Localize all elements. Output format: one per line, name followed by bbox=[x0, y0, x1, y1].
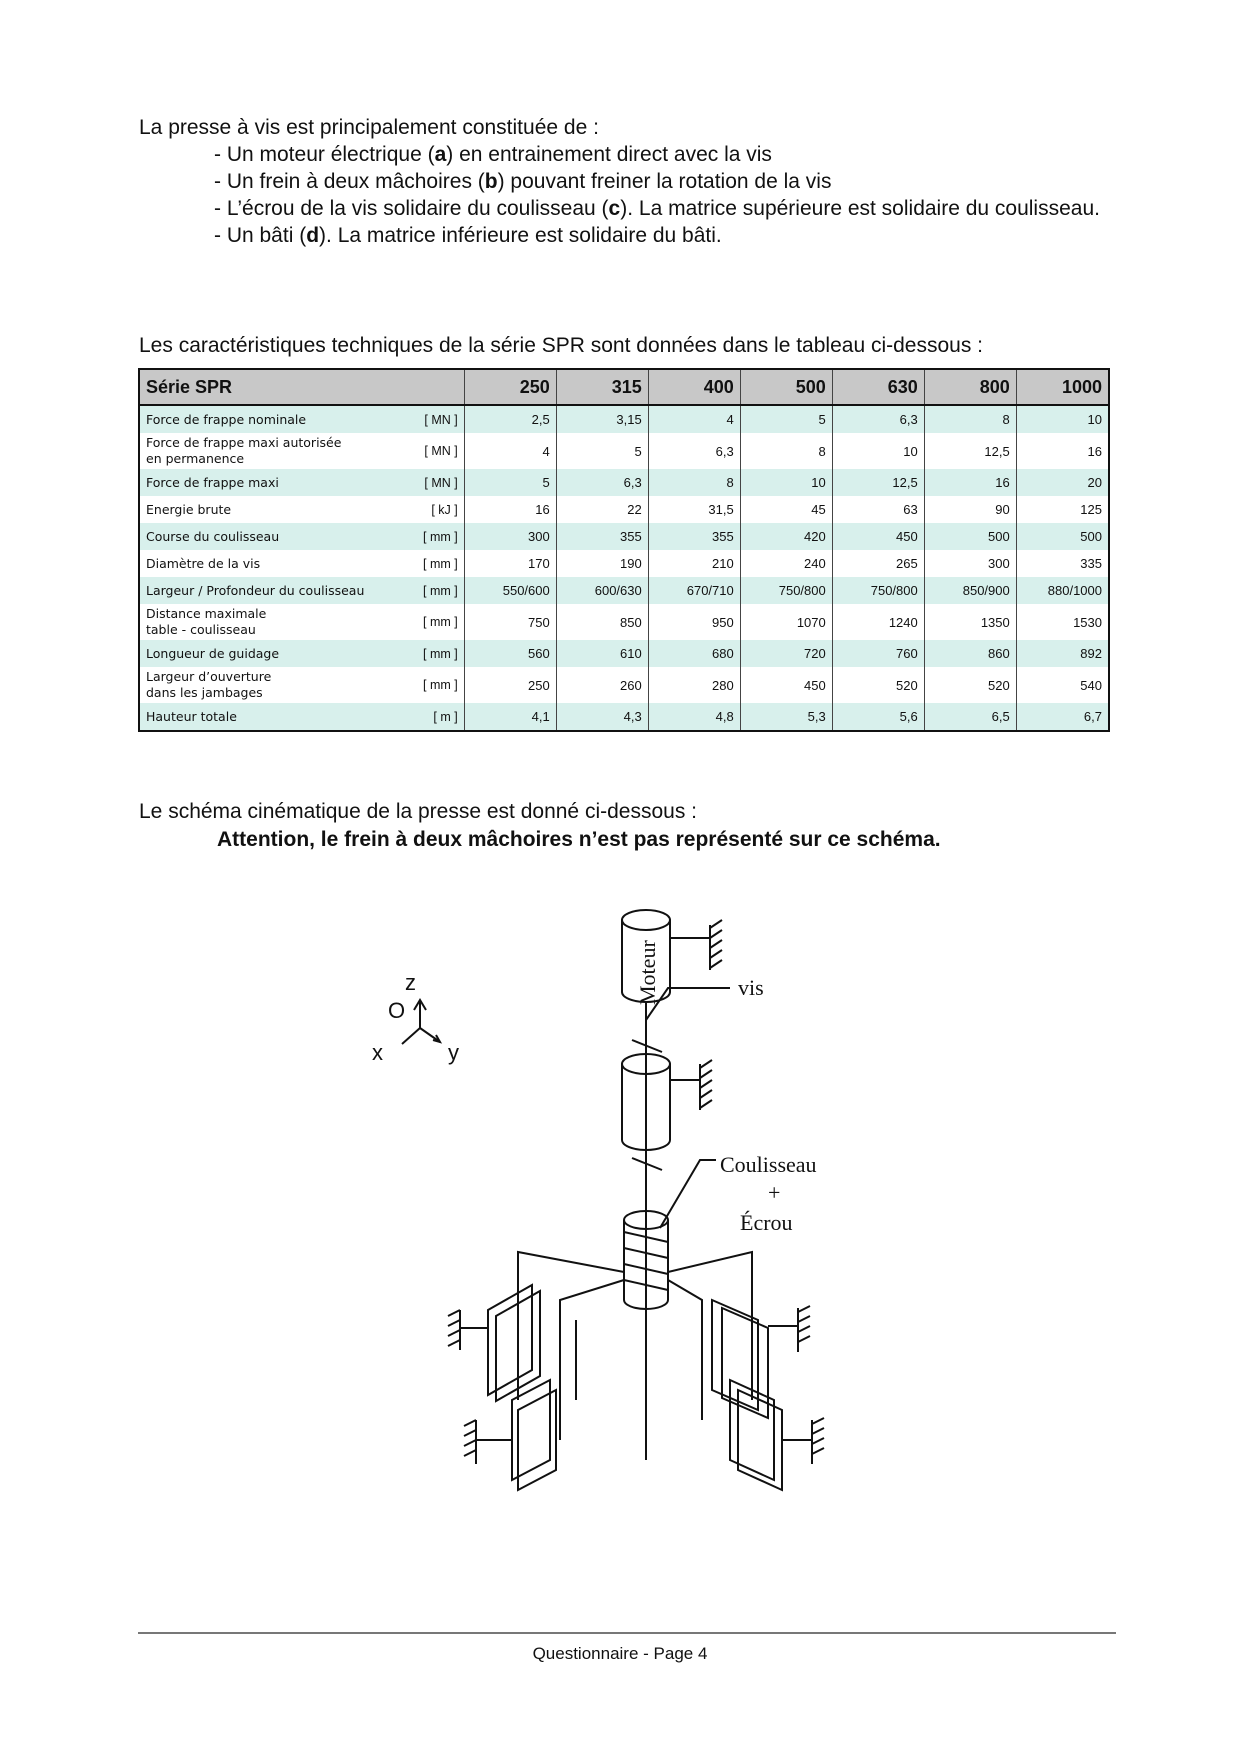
row-label-line1: Hauteur totale bbox=[146, 708, 237, 724]
footer-divider bbox=[138, 1632, 1116, 1634]
table-cell: 6,3 bbox=[648, 433, 740, 469]
axis-o-label: O bbox=[388, 998, 406, 1023]
table-cell: 1350 bbox=[924, 604, 1016, 640]
row-label bbox=[139, 433, 403, 469]
table-cell: 850 bbox=[556, 604, 648, 640]
row-unit: [ MN ] bbox=[403, 405, 465, 433]
table-header-size: 250 bbox=[464, 369, 556, 405]
table-cell: 750/800 bbox=[832, 577, 924, 604]
axis-x-label: x bbox=[372, 1040, 383, 1065]
table-cell: 4,8 bbox=[648, 703, 740, 731]
row-label bbox=[139, 703, 403, 731]
ground-symbol-right-1 bbox=[768, 1306, 810, 1352]
table-cell: 6,3 bbox=[832, 405, 924, 433]
intro-item-pre: - Un moteur électrique ( bbox=[214, 143, 435, 166]
table-row bbox=[139, 496, 1109, 523]
table-cell: 4 bbox=[648, 405, 740, 433]
table-cell: 190 bbox=[556, 550, 648, 577]
row-label bbox=[139, 604, 403, 640]
table-cell: 450 bbox=[740, 667, 832, 703]
table-cell: 892 bbox=[1016, 640, 1109, 667]
table-cell: 6,5 bbox=[924, 703, 1016, 731]
table-row bbox=[139, 640, 1109, 667]
row-label bbox=[139, 523, 403, 550]
intro-item-key: d bbox=[306, 224, 320, 247]
ground-symbol-guide bbox=[670, 1060, 712, 1110]
motor-label: Moteur bbox=[635, 940, 660, 1005]
intro-item-pre: - Un frein à deux mâchoires ( bbox=[214, 170, 485, 193]
table-row bbox=[139, 469, 1109, 496]
row-label bbox=[139, 496, 403, 523]
row-unit: [ mm ] bbox=[403, 577, 465, 604]
page-footer: Questionnaire - Page 4 bbox=[532, 1644, 708, 1663]
left-guide-plates bbox=[488, 1285, 556, 1490]
table-cell: 850/900 bbox=[924, 577, 1016, 604]
table-cell: 750/800 bbox=[740, 577, 832, 604]
row-unit: [ kJ ] bbox=[431, 502, 458, 517]
table-header-size: 400 bbox=[648, 369, 740, 405]
intro-item bbox=[139, 168, 1119, 195]
plus-label: + bbox=[768, 1180, 781, 1205]
table-cell: 4,3 bbox=[556, 703, 648, 731]
row-label-line1: Course du coulisseau bbox=[146, 528, 280, 544]
row-label-line1: Diamètre de la vis bbox=[146, 555, 261, 571]
intro-item-post: ). La matrice inférieure est solidaire du bâti. bbox=[319, 224, 722, 247]
spec-table bbox=[138, 368, 1110, 732]
table-cell: 45 bbox=[740, 496, 832, 523]
table-header-unit bbox=[403, 369, 465, 405]
row-unit: [ MN ] bbox=[424, 444, 458, 458]
row-label-line1: Largeur / Profondeur du coulisseau bbox=[146, 582, 365, 598]
intro-section bbox=[139, 114, 1119, 249]
ground-symbol-motor bbox=[670, 920, 722, 970]
row-label-line1: Longueur de guidage bbox=[146, 645, 280, 661]
schema-caption: Le schéma cinématique de la presse est donné ci-dessous : bbox=[139, 800, 697, 823]
table-row bbox=[139, 604, 1109, 640]
table-caption: Les caractéristiques techniques de la série SPR sont données dans le tableau ci-dessous : bbox=[139, 334, 983, 357]
table-header-size: 630 bbox=[832, 369, 924, 405]
axis-z-label: z bbox=[405, 970, 416, 995]
table-row bbox=[139, 667, 1109, 703]
row-label-line2: en permanence bbox=[146, 451, 245, 466]
ground-symbol-right-2 bbox=[782, 1418, 824, 1464]
intro-item bbox=[139, 195, 1119, 222]
table-cell: 31,5 bbox=[648, 496, 740, 523]
table-cell: 63 bbox=[832, 496, 924, 523]
table-row bbox=[139, 523, 1109, 550]
intro-item-post: ) pouvant freiner la rotation de la vis bbox=[497, 170, 832, 193]
intro-item-pre: - L’écrou de la vis solidaire du coulisseau ( bbox=[214, 197, 609, 220]
table-cell: 450 bbox=[832, 523, 924, 550]
table-cell: 950 bbox=[648, 604, 740, 640]
table-cell: 5 bbox=[464, 469, 556, 496]
table-cell: 280 bbox=[648, 667, 740, 703]
row-unit: [ mm ] bbox=[423, 556, 458, 571]
table-cell: 355 bbox=[648, 523, 740, 550]
table-cell: 10 bbox=[1016, 405, 1109, 433]
table-cell: 6,7 bbox=[1016, 703, 1109, 731]
row-label-line1: Force de frappe maxi autorisée bbox=[146, 435, 342, 450]
row-unit: [ mm ] bbox=[423, 678, 458, 692]
table-row bbox=[139, 405, 1109, 433]
table-header-size: 800 bbox=[924, 369, 1016, 405]
table-cell: 16 bbox=[464, 496, 556, 523]
table-row bbox=[139, 433, 1109, 469]
intro-item-post: ) en entrainement direct avec la vis bbox=[446, 143, 772, 166]
slider-label: Coulisseau bbox=[720, 1152, 817, 1177]
intro-item bbox=[139, 141, 1119, 168]
table-cell: 265 bbox=[832, 550, 924, 577]
table-cell: 355 bbox=[556, 523, 648, 550]
table-cell: 600/630 bbox=[556, 577, 648, 604]
table-cell: 22 bbox=[556, 496, 648, 523]
table-cell: 8 bbox=[924, 405, 1016, 433]
table-cell: 1070 bbox=[740, 604, 832, 640]
table-cell: 540 bbox=[1016, 667, 1109, 703]
table-cell: 90 bbox=[924, 496, 1016, 523]
row-unit: [ m ] bbox=[403, 703, 465, 731]
table-cell: 250 bbox=[464, 667, 556, 703]
table-cell: 680 bbox=[648, 640, 740, 667]
table-cell: 520 bbox=[924, 667, 1016, 703]
table-cell: 8 bbox=[648, 469, 740, 496]
table-cell: 6,3 bbox=[556, 469, 648, 496]
table-cell: 8 bbox=[740, 433, 832, 469]
table-cell: 335 bbox=[1016, 550, 1109, 577]
kinematic-diagram bbox=[372, 880, 840, 1560]
table-cell: 16 bbox=[1016, 433, 1109, 469]
table-cell: 1240 bbox=[832, 604, 924, 640]
row-label-line2: table - coulisseau bbox=[146, 622, 256, 637]
table-cell: 420 bbox=[740, 523, 832, 550]
table-cell: 16 bbox=[924, 469, 1016, 496]
table-cell: 750 bbox=[464, 604, 556, 640]
table-cell: 5,6 bbox=[832, 703, 924, 731]
table-body bbox=[139, 405, 1109, 731]
table-cell: 760 bbox=[832, 640, 924, 667]
table-cell: 860 bbox=[924, 640, 1016, 667]
row-label-line1: Force de frappe nominale bbox=[146, 411, 307, 427]
table-cell: 300 bbox=[464, 523, 556, 550]
row-label bbox=[139, 405, 403, 433]
table-cell: 5,3 bbox=[740, 703, 832, 731]
table-cell: 10 bbox=[740, 469, 832, 496]
table-cell: 12,5 bbox=[832, 469, 924, 496]
table-cell: 125 bbox=[1016, 496, 1109, 523]
table-cell: 1530 bbox=[1016, 604, 1109, 640]
row-unit: [ mm ] bbox=[403, 523, 465, 550]
table-cell: 2,5 bbox=[464, 405, 556, 433]
row-label-line1: Distance maximale bbox=[146, 606, 267, 621]
table-cell: 500 bbox=[924, 523, 1016, 550]
table-header-row bbox=[139, 369, 1109, 405]
row-label-line1: Force de frappe maxi bbox=[146, 474, 279, 490]
table-cell: 610 bbox=[556, 640, 648, 667]
row-label-line1: Energie brute bbox=[146, 501, 232, 517]
row-label bbox=[139, 667, 403, 703]
table-cell: 4,1 bbox=[464, 703, 556, 731]
ground-symbol-left-1 bbox=[448, 1310, 488, 1350]
nut-label: Écrou bbox=[740, 1210, 793, 1235]
right-guide-plates bbox=[712, 1300, 782, 1490]
table-cell: 560 bbox=[464, 640, 556, 667]
table-cell: 210 bbox=[648, 550, 740, 577]
row-unit: [ mm ] bbox=[423, 615, 458, 629]
table-header-label: Série SPR bbox=[139, 369, 403, 405]
row-label-line1: Largeur d’ouverture bbox=[146, 669, 272, 684]
table-header-size: 500 bbox=[740, 369, 832, 405]
table-header-size: 1000 bbox=[1016, 369, 1109, 405]
table-cell: 500 bbox=[1016, 523, 1109, 550]
intro-item-key: a bbox=[434, 143, 447, 166]
table-cell: 5 bbox=[556, 433, 648, 469]
table-cell: 5 bbox=[740, 405, 832, 433]
axis-y-label: y bbox=[448, 1040, 459, 1065]
intro-item-key: c bbox=[608, 197, 621, 220]
table-cell: 10 bbox=[832, 433, 924, 469]
table-cell: 4 bbox=[464, 433, 556, 469]
slider-frame bbox=[518, 1252, 752, 1440]
table-cell: 670/710 bbox=[648, 577, 740, 604]
table-cell: 520 bbox=[832, 667, 924, 703]
row-label bbox=[139, 469, 403, 496]
intro-list bbox=[139, 141, 1119, 249]
intro-item-post: ). La matrice supérieure est solidaire du coulisseau. bbox=[620, 197, 1100, 220]
screw-label: vis bbox=[738, 975, 764, 1000]
intro-item-key: b bbox=[484, 170, 498, 193]
table-row bbox=[139, 703, 1109, 731]
table-cell: 20 bbox=[1016, 469, 1109, 496]
intro-item bbox=[139, 222, 1119, 249]
table-row bbox=[139, 550, 1109, 577]
table-cell: 880/1000 bbox=[1016, 577, 1109, 604]
table-cell: 3,15 bbox=[556, 405, 648, 433]
row-label bbox=[139, 577, 403, 604]
row-unit: [ mm ] bbox=[403, 640, 465, 667]
table-cell: 12,5 bbox=[924, 433, 1016, 469]
intro-item-pre: - Un bâti ( bbox=[214, 224, 307, 247]
table-cell: 170 bbox=[464, 550, 556, 577]
table-header-size: 315 bbox=[556, 369, 648, 405]
table-cell: 260 bbox=[556, 667, 648, 703]
intro-lead: La presse à vis est principalement constituée de : bbox=[139, 116, 599, 139]
axis-triad bbox=[402, 1000, 440, 1044]
row-label-line2: dans les jambages bbox=[146, 685, 263, 700]
schema-warning: Attention, le frein à deux mâchoires n’est pas représenté sur ce schéma. bbox=[217, 828, 941, 851]
row-unit: [ MN ] bbox=[403, 469, 465, 496]
row-label bbox=[139, 550, 403, 577]
row-label bbox=[139, 640, 403, 667]
table-cell: 720 bbox=[740, 640, 832, 667]
table-cell: 550/600 bbox=[464, 577, 556, 604]
table-cell: 240 bbox=[740, 550, 832, 577]
ground-symbol-left-2 bbox=[464, 1420, 512, 1464]
table-cell: 300 bbox=[924, 550, 1016, 577]
table-row bbox=[139, 577, 1109, 604]
